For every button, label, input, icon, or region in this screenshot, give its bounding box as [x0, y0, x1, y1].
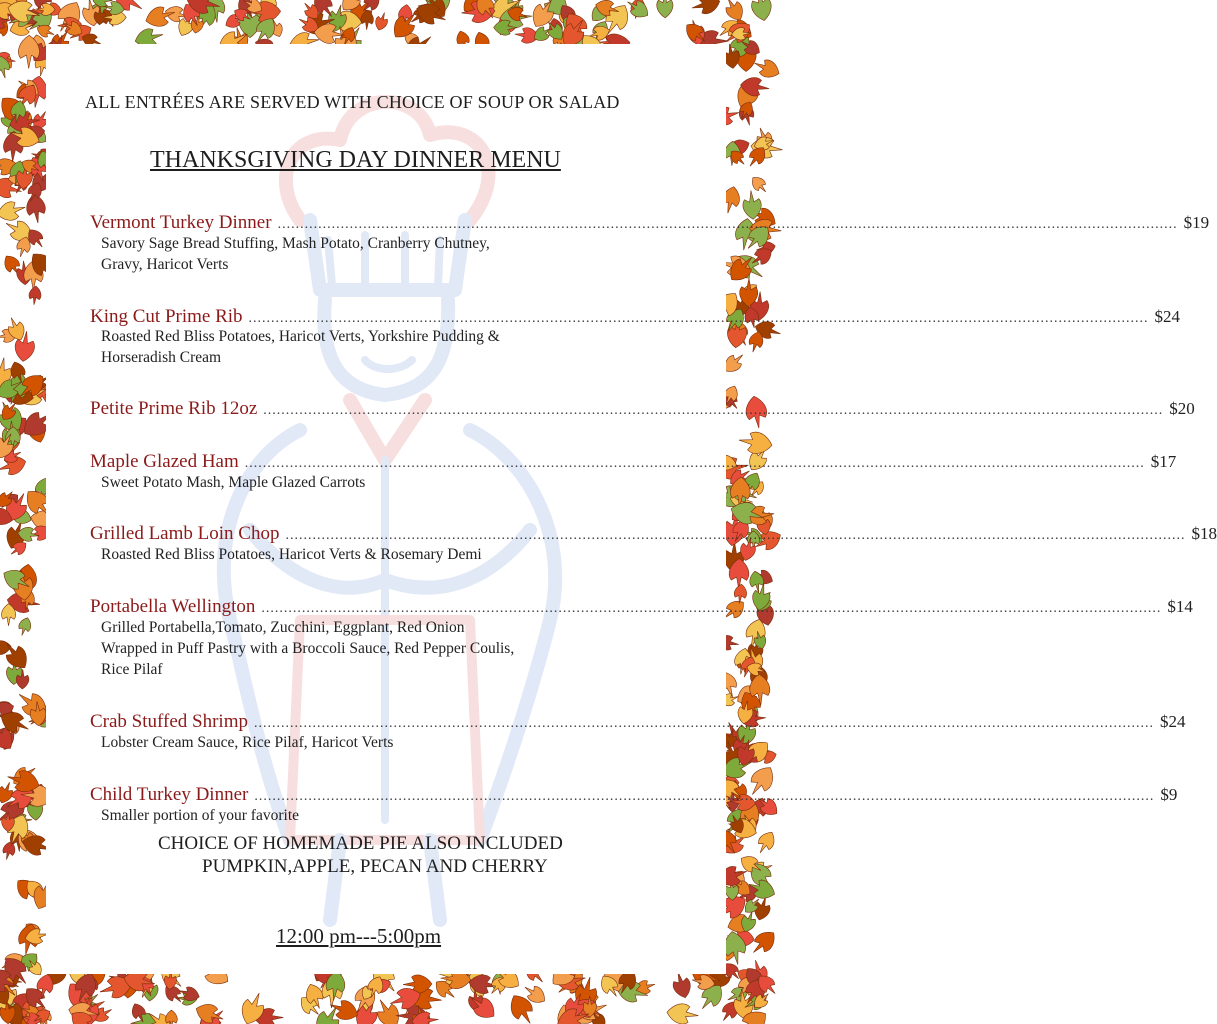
- dot-leader: ........................................................................................................................................................................................................: [254, 789, 1155, 804]
- dot-leader: ........................................................................................................................................................................................................: [244, 456, 1145, 471]
- dot-leader: ........................................................................................................................................................................................................: [261, 601, 1162, 616]
- leaf-icon: [656, 0, 673, 18]
- menu-item-description: Sweet Potato Mash, Maple Glazed Carrots: [101, 474, 366, 491]
- dot-leader: ........................................................................................................................................................................................................: [285, 528, 1186, 543]
- menu-item: [90, 523, 1217, 547]
- menu-item-description: Roasted Red Bliss Potatoes, Haricot Verts & Rosemary Demi: [101, 546, 482, 563]
- entree-note: ALL ENTRÉES ARE SERVED WITH CHOICE OF SOUP OR SALAD: [85, 92, 620, 112]
- menu-item-description: Roasted Red Bliss Potatoes, Haricot Verts, Yorkshire Pudding &: [101, 328, 500, 345]
- leaf-icon: [747, 926, 780, 959]
- leaf-icon: [754, 829, 779, 857]
- leaf-icon: [16, 616, 33, 637]
- menu-title: THANKSGIVING DAY DINNER MENU: [150, 147, 561, 173]
- menu-item-description: Horseradish Cream: [101, 349, 222, 366]
- menu-item: [90, 212, 1210, 236]
- leaf-icon: [165, 1010, 177, 1024]
- service-hours: 12:00 pm---5:00pm: [276, 924, 442, 948]
- menu-item-name: Petite Prime Rib 12oz: [90, 398, 258, 419]
- menu-item-description: Rice Pilaf: [101, 661, 163, 678]
- pie-note: CHOICE OF HOMEMADE PIE ALSO INCLUDED: [158, 833, 563, 854]
- leaf-icon: [666, 1002, 700, 1024]
- menu-item-price: $18: [1191, 524, 1217, 543]
- menu-item-description: Wrapped in Puff Pastry with a Broccoli Sauce, Red Pepper Coulis,: [101, 640, 515, 657]
- menu-item-price: $24: [1159, 712, 1186, 731]
- menu-item-name: Maple Glazed Ham: [90, 451, 239, 472]
- menu-item-price: $20: [1169, 399, 1195, 418]
- leaf-icon: [0, 198, 28, 223]
- menu-item-name: Child Turkey Dinner: [90, 784, 249, 805]
- menu-item-name: Grilled Lamb Loin Chop: [90, 523, 280, 544]
- pie-flavors: PUMPKIN,APPLE, PECAN AND CHERRY: [202, 856, 548, 877]
- menu-item: [90, 596, 1193, 620]
- leaf-icon: [28, 286, 42, 306]
- menu-item: [90, 451, 1177, 475]
- menu-item-description: Smaller portion of your favorite: [101, 807, 300, 824]
- dot-leader: ........................................................................................................................................................................................................: [253, 716, 1154, 731]
- menu-item-name: King Cut Prime Rib: [90, 306, 243, 327]
- dot-leader: ........................................................................................................................................................................................................: [248, 311, 1149, 326]
- menu-item-description: Gravy, Haricot Verts: [101, 256, 229, 273]
- menu-item: [90, 784, 1178, 808]
- leaf-border-top: [0, 0, 768, 48]
- menu-item-description: Lobster Cream Sauce, Rice Pilaf, Haricot Verts: [101, 734, 394, 751]
- leaf-border-left: [0, 0, 46, 1024]
- dot-leader: ........................................................................................................................................................................................................: [263, 403, 1164, 418]
- menu-item-price: $14: [1167, 597, 1193, 616]
- menu-item-name: Vermont Turkey Dinner: [90, 212, 272, 233]
- leaf-icon: [737, 430, 773, 456]
- menu-item-price: $9: [1160, 785, 1178, 804]
- menu-item-name: Crab Stuffed Shrimp: [90, 711, 248, 732]
- dot-leader: ........................................................................................................................................................................................................: [277, 217, 1178, 232]
- leaf-icon: [670, 970, 694, 1000]
- leaf-icon: [690, 0, 722, 17]
- menu-item-price: $17: [1150, 452, 1177, 471]
- menu-item: [90, 306, 1181, 330]
- leaf-icon: [25, 193, 47, 224]
- menu-item-price: $19: [1183, 213, 1210, 232]
- menu-item-description: Savory Sage Bread Stuffing, Mash Potato, Cranberry Chutney,: [101, 235, 490, 252]
- leaf-border-bottom: [0, 972, 768, 1024]
- menu-item: [90, 398, 1195, 422]
- menu-item-description: Grilled Portabella,Tomato, Zucchini, Eggplant, Red Onion: [101, 619, 465, 636]
- leaf-icon: [733, 1005, 772, 1024]
- menu-item-price: $24: [1154, 307, 1181, 326]
- menu-item: [90, 711, 1186, 735]
- leaf-border-right: [724, 0, 768, 1024]
- menu-item-name: Portabella Wellington: [90, 596, 256, 617]
- leaf-icon: [373, 11, 390, 32]
